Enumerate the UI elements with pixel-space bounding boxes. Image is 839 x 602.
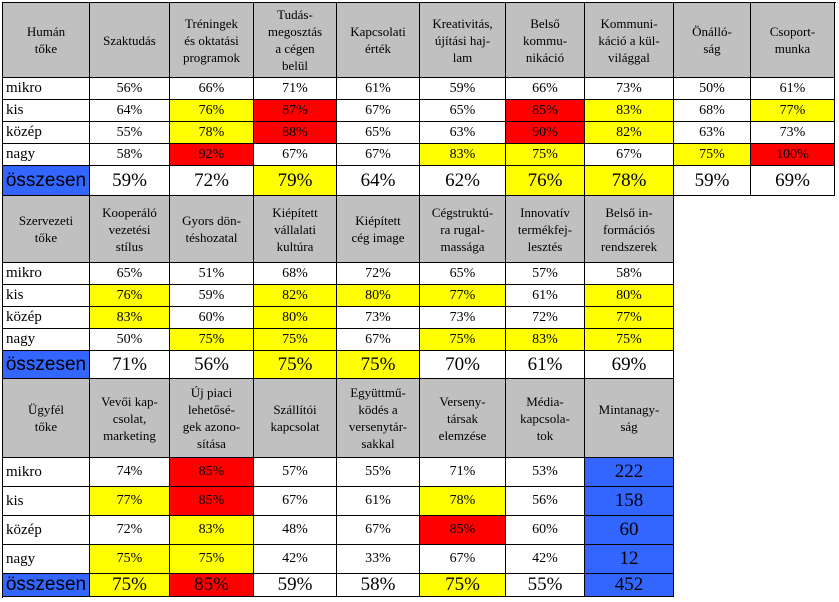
sample-size-cell: 158 [585,487,674,516]
data-cell: 85% [170,458,254,487]
data-cell: 77% [90,487,170,516]
column-header: Média- kapcsola- tok [506,379,585,458]
data-cell: 77% [751,100,835,122]
data-cell: 59% [170,285,254,307]
data-cell: 76% [90,285,170,307]
data-cell: 77% [420,285,506,307]
total-cell: 79% [254,166,337,196]
total-cell: 78% [585,166,674,196]
total-cell: 85% [170,574,254,597]
data-cell: 53% [506,458,585,487]
data-cell: 68% [254,263,337,285]
data-cell: 83% [585,100,674,122]
data-cell: 80% [337,285,420,307]
data-cell: 80% [254,307,337,329]
column-header: Kapcsolati érték [337,3,420,78]
data-cell: 78% [420,487,506,516]
column-header: Kiépített cég image [337,196,420,263]
row-label: mikro [3,78,90,100]
data-cell: 50% [674,78,751,100]
data-cell: 87% [254,100,337,122]
data-cell: 71% [420,458,506,487]
total-cell: 76% [506,166,585,196]
row-label: kis [3,285,90,307]
row-label: nagy [3,329,90,351]
sample-size-cell: 12 [585,545,674,574]
data-cell: 67% [585,144,674,166]
data-cell: 85% [170,487,254,516]
total-cell: 70% [420,351,506,379]
data-cell: 75% [420,329,506,351]
data-cell: 61% [751,78,835,100]
section-title: Ügyfél tőke [3,379,90,458]
total-row-label: összesen [3,351,90,379]
total-cell: 75% [254,351,337,379]
data-cell: 88% [254,122,337,144]
row-label: közép [3,122,90,144]
data-cell: 67% [337,329,420,351]
row-label: mikro [3,458,90,487]
data-cell: 60% [170,307,254,329]
total-cell: 58% [337,574,420,597]
column-header: Tudás- megosztás a cégen belül [254,3,337,78]
column-header: Gyors dön- téshozatal [170,196,254,263]
data-cell: 61% [337,487,420,516]
data-cell: 65% [337,122,420,144]
blank-area [675,196,839,384]
total-cell: 69% [751,166,835,196]
data-cell: 75% [170,329,254,351]
data-cell: 75% [254,329,337,351]
column-header: Verseny- társak elemzése [420,379,506,458]
column-header: Belső in- formációs rendszerek [585,196,674,263]
data-cell: 75% [506,144,585,166]
total-cell: 64% [337,166,420,196]
column-header: Együttmű- ködés a versenytár- sakkal [337,379,420,458]
data-cell: 72% [337,263,420,285]
data-cell: 73% [585,78,674,100]
data-cell: 58% [585,263,674,285]
column-header: Kommuni- káció a kül- világgal [585,3,674,78]
data-cell: 67% [337,516,420,545]
data-cell: 61% [506,285,585,307]
total-cell: 71% [90,351,170,379]
data-cell: 92% [170,144,254,166]
data-cell: 65% [420,100,506,122]
section-title: Humán tőke [3,3,90,78]
data-cell: 83% [170,516,254,545]
data-cell: 51% [170,263,254,285]
data-cell: 58% [90,144,170,166]
data-cell: 42% [506,545,585,574]
data-cell: 67% [254,487,337,516]
data-cell: 72% [90,516,170,545]
column-header: Szaktudás [90,3,170,78]
data-cell: 68% [674,100,751,122]
row-label: nagy [3,144,90,166]
row-label: közép [3,307,90,329]
column-header: Tréningek és oktatási programok [170,3,254,78]
column-header: Cégstruktú- ra rugal- massága [420,196,506,263]
data-cell: 64% [90,100,170,122]
data-cell: 56% [506,487,585,516]
column-header: Kiépített vállalati kultúra [254,196,337,263]
data-cell: 55% [337,458,420,487]
data-cell: 73% [420,307,506,329]
row-label: kis [3,100,90,122]
data-cell: 59% [420,78,506,100]
sample-size-total: 452 [585,574,674,597]
data-cell: 72% [506,307,585,329]
column-header: Önálló- ság [674,3,751,78]
total-cell: 55% [506,574,585,597]
column-header: Csoport- munka [751,3,835,78]
data-cell: 71% [254,78,337,100]
data-cell: 67% [254,144,337,166]
total-cell: 59% [254,574,337,597]
data-cell: 57% [254,458,337,487]
data-cell: 67% [337,100,420,122]
data-cell: 42% [254,545,337,574]
data-cell: 33% [337,545,420,574]
data-cell: 65% [90,263,170,285]
data-cell: 66% [170,78,254,100]
total-cell: 75% [90,574,170,597]
data-cell: 73% [337,307,420,329]
data-cell: 48% [254,516,337,545]
data-cell: 67% [420,545,506,574]
data-cell: 83% [506,329,585,351]
row-label: mikro [3,263,90,285]
total-cell: 75% [420,574,506,597]
column-header: Innovatív termékfej- lesztés [506,196,585,263]
total-cell: 59% [674,166,751,196]
data-cell: 61% [337,78,420,100]
data-cell: 83% [90,307,170,329]
data-cell: 83% [420,144,506,166]
column-header: Új piaci lehetősé- gek azono- sítása [170,379,254,458]
column-header: Kreativitás, újítási haj- lam [420,3,506,78]
total-cell: 61% [506,351,585,379]
data-cell: 90% [506,122,585,144]
data-cell: 80% [585,285,674,307]
data-cell: 66% [506,78,585,100]
data-cell: 67% [337,144,420,166]
total-cell: 62% [420,166,506,196]
data-cell: 85% [420,516,506,545]
total-cell: 75% [337,351,420,379]
data-cell: 57% [506,263,585,285]
data-cell: 60% [506,516,585,545]
data-cell: 100% [751,144,835,166]
sample-size-cell: 60 [585,516,674,545]
total-cell: 56% [170,351,254,379]
section-title: Szervezeti tőke [3,196,90,263]
data-cell: 75% [90,545,170,574]
row-label: közép [3,516,90,545]
data-cell: 78% [170,122,254,144]
data-cell: 63% [420,122,506,144]
total-cell: 72% [170,166,254,196]
data-cell: 77% [585,307,674,329]
data-cell: 65% [420,263,506,285]
data-cell: 73% [751,122,835,144]
column-header: Vevői kap- csolat, marketing [90,379,170,458]
total-cell: 59% [90,166,170,196]
sample-size-cell: 222 [585,458,674,487]
column-header: Belső kommu- nikáció [506,3,585,78]
column-header: Szállítói kapcsolat [254,379,337,458]
data-cell: 76% [170,100,254,122]
data-cell: 82% [585,122,674,144]
blank-area [675,379,839,602]
row-label: kis [3,487,90,516]
data-cell: 74% [90,458,170,487]
data-cell: 75% [170,545,254,574]
total-cell: 69% [585,351,674,379]
data-cell: 75% [585,329,674,351]
column-header: Kooperáló vezetési stílus [90,196,170,263]
total-row-label: összesen [3,574,90,597]
data-cell: 85% [506,100,585,122]
column-header: Mintanagy- ság [585,379,674,458]
data-cell: 63% [674,122,751,144]
row-label: nagy [3,545,90,574]
data-cell: 56% [90,78,170,100]
total-row-label: összesen [3,166,90,196]
data-cell: 55% [90,122,170,144]
data-cell: 75% [674,144,751,166]
data-cell: 82% [254,285,337,307]
data-cell: 50% [90,329,170,351]
